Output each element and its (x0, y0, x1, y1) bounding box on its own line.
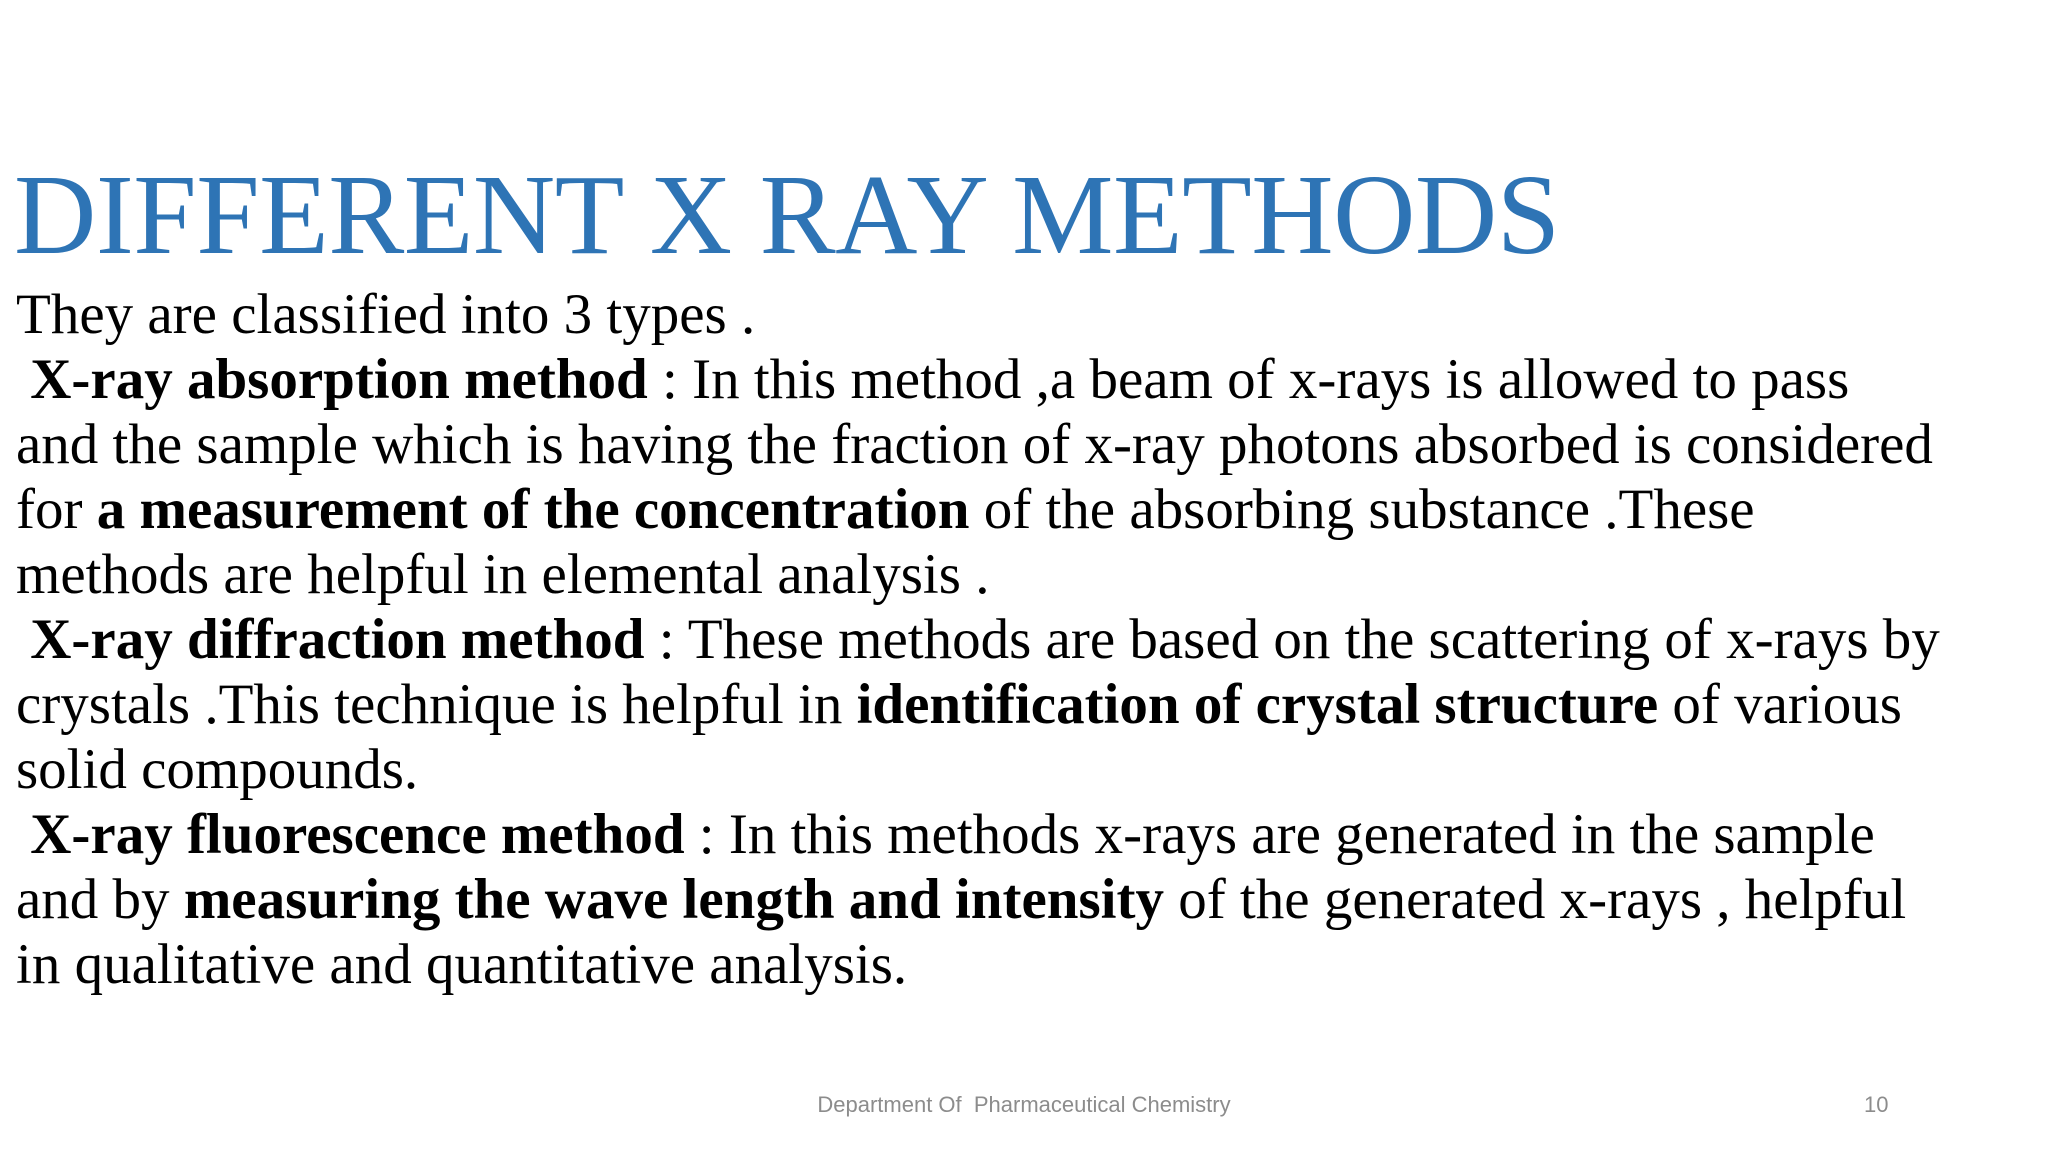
diffraction-text-1: These methods are based on the scattering of x-rays by (687, 608, 1940, 671)
diffraction-separator: : (644, 608, 688, 671)
fluorescence-text-2-pre: and by (16, 868, 184, 931)
diffraction-text-2-pre: crystals .This technique is helpful in (16, 673, 857, 736)
fluorescence-text-2-post: of the generated x-rays , helpful (1163, 868, 1907, 931)
page-number: 10 (1864, 1092, 1889, 1117)
diffraction-heading: X-ray diffraction method (30, 608, 645, 671)
fluorescence-text-2-bold: measuring the wave length and intensity (183, 868, 1164, 931)
fluorescence-line-2 (16, 867, 2048, 932)
diffraction-line-1 (16, 607, 2048, 672)
absorption-text-1: In this method ,a beam of x-rays is allowed to pass (692, 348, 1850, 411)
fluorescence-heading: X-ray fluorescence method (30, 803, 685, 866)
slide-title: DIFFERENT X RAY METHODS (14, 151, 1560, 278)
diffraction-text-2-bold: identification of crystal structure (856, 673, 1659, 736)
diffraction-line-2 (16, 672, 2048, 737)
absorption-line-1 (16, 347, 2048, 412)
absorption-text-3-bold: a measurement of the concentration (96, 478, 970, 541)
slide-body (16, 282, 2048, 997)
absorption-line-2: and the sample which is having the fraction of x-ray photons absorbed is considered (16, 413, 1933, 476)
absorption-heading: X-ray absorption method (30, 348, 648, 411)
absorption-line-3 (16, 477, 2048, 542)
intro-line: They are classified into 3 types . (16, 283, 756, 346)
fluorescence-text-1: In this methods x-rays are generated in the sample (728, 803, 1875, 866)
footer-department: Department Of Pharmaceutical Chemistry (817, 1092, 1231, 1117)
diffraction-text-2-post: of various (1658, 673, 1902, 736)
absorption-text-3-post: of the absorbing substance .These (969, 478, 1755, 541)
fluorescence-line-1 (16, 802, 2048, 867)
absorption-line-4: methods are helpful in elemental analysis . (16, 543, 990, 606)
fluorescence-line-3: in qualitative and quantitative analysis. (16, 933, 908, 996)
fluorescence-separator: : (684, 803, 729, 866)
diffraction-line-3: solid compounds. (16, 738, 419, 801)
absorption-text-3-pre: for (16, 478, 97, 541)
absorption-separator: : (647, 348, 693, 411)
